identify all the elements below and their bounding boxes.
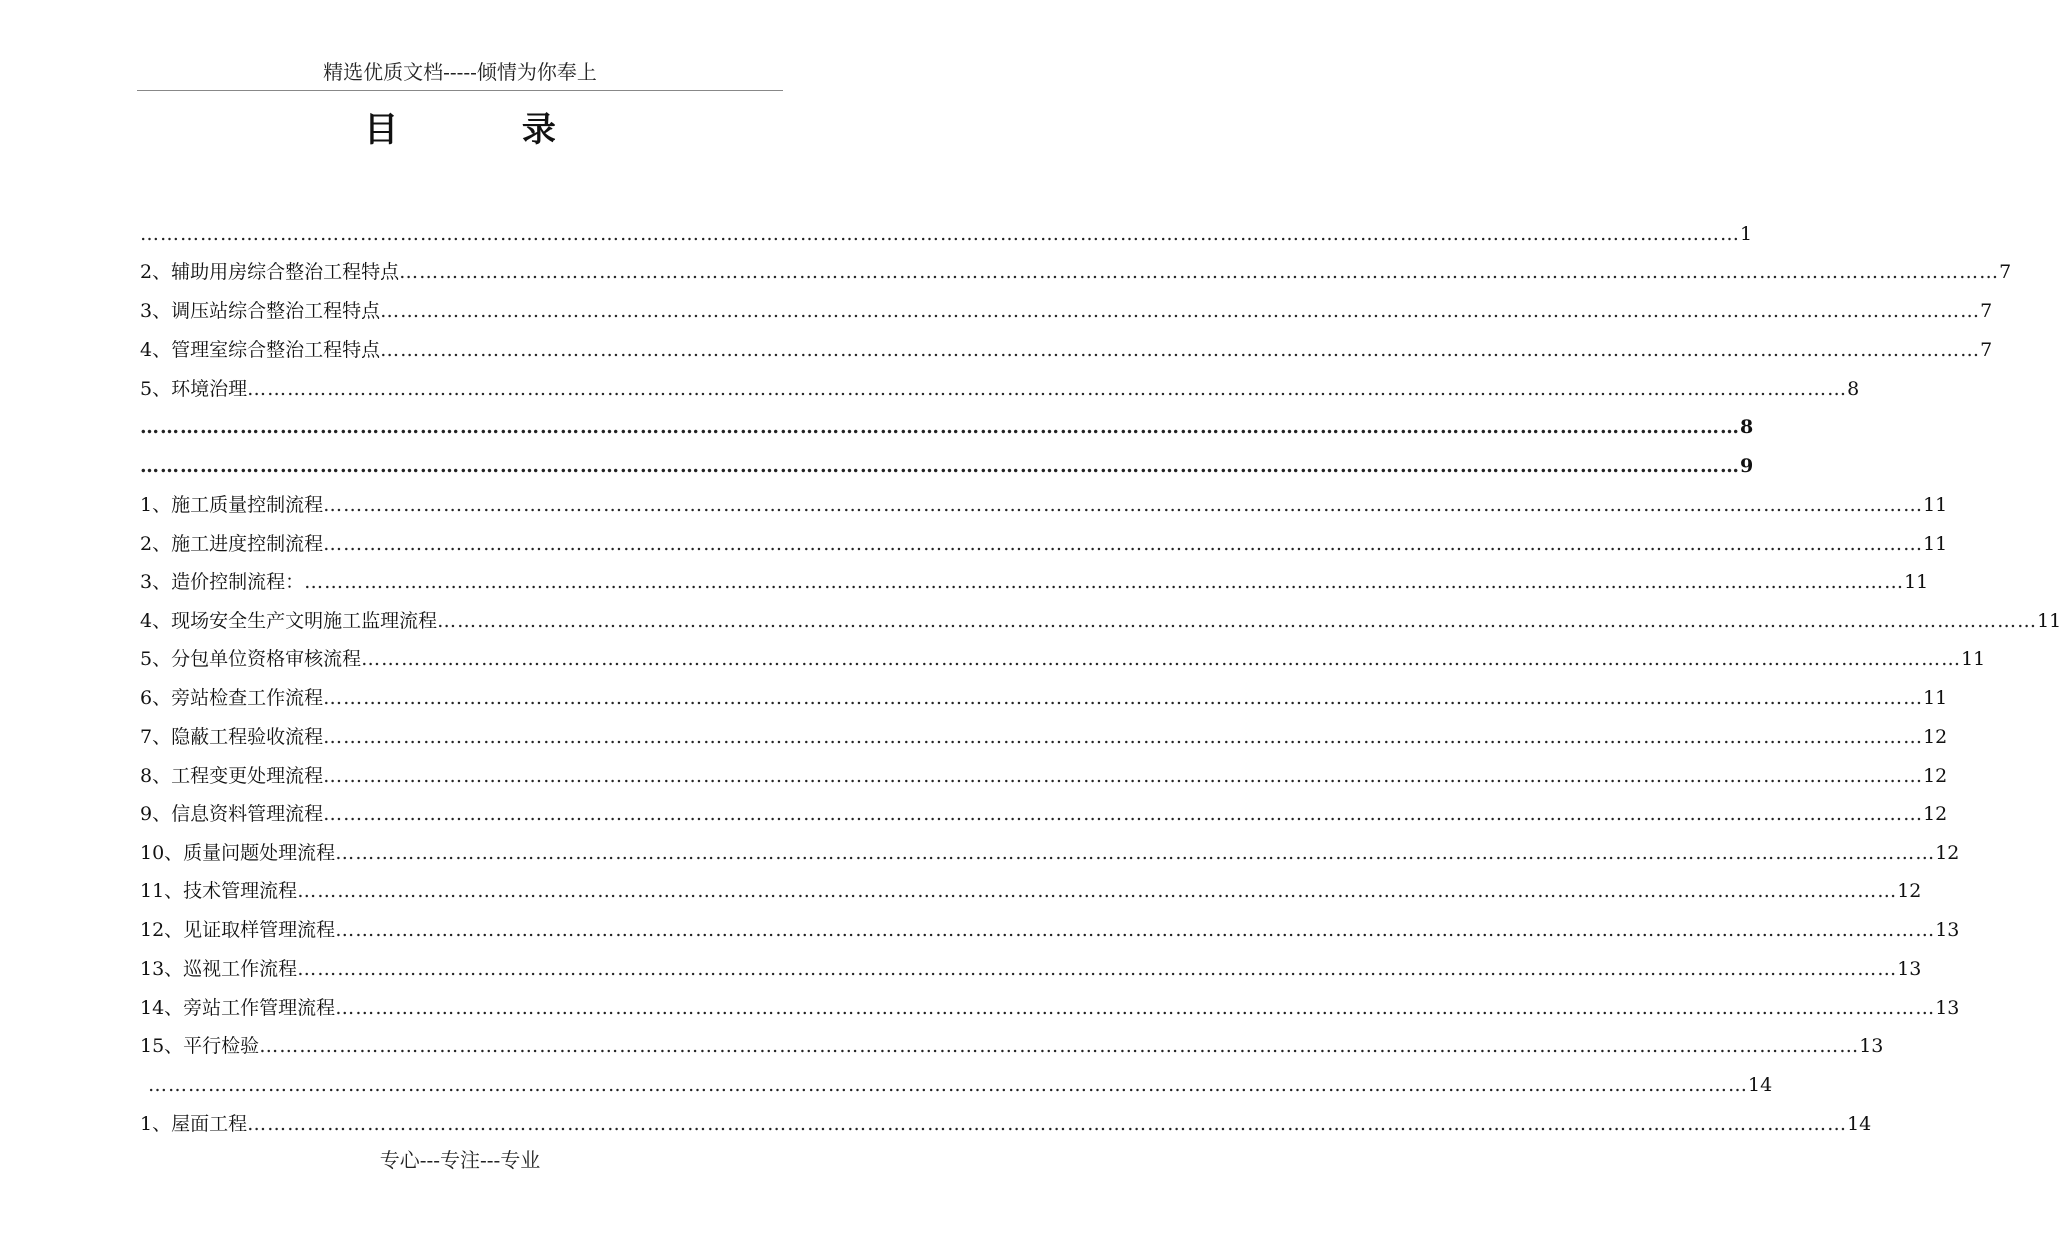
toc-entry[interactable] (140, 258, 2012, 286)
toc-entry[interactable] (140, 1110, 1872, 1138)
toc-leader: …………………………………………………………………………………………………………………………………………………………………………………………………………………… (323, 803, 1924, 825)
toc-page-number: 14 (1847, 1113, 1872, 1135)
toc-label: 3、造价控制流程： (140, 571, 305, 593)
toc-leader: …………………………………………………………………………………………………………………………………………………………………………………………………………………… (380, 339, 1981, 361)
toc-label: 9、信息资料管理流程 (140, 803, 324, 825)
toc-entry[interactable] (140, 568, 1929, 596)
toc-leader: …………………………………………………………………………………………………………………………………………………………………………………………………………………… (335, 842, 1936, 864)
toc-entry[interactable] (140, 994, 1960, 1022)
toc-leader: …………………………………………………………………………………………………………………………………………………………………………………………………………………… (323, 494, 1924, 516)
toc-label: 4、管理室综合整治工程特点 (140, 339, 381, 361)
toc-page-number: 12 (1935, 842, 1960, 864)
toc-label: 11、技术管理流程 (140, 880, 298, 902)
toc-leader: …………………………………………………………………………………………………………………………………………………………………………………………………………………… (323, 726, 1924, 748)
toc-leader: …………………………………………………………………………………………………………………………………………………………………………………………………………………… (140, 455, 1740, 477)
toc-page-number: 14 (1748, 1074, 1773, 1096)
toc-leader: …………………………………………………………………………………………………………………………………………………………………………………………………………………… (323, 765, 1924, 787)
toc-page-number: 8 (1847, 378, 1860, 400)
toc-page-number: 12 (1897, 880, 1922, 902)
toc-label: 13、巡视工作流程 (140, 958, 298, 980)
toc-leader: …………………………………………………………………………………………………………………………………………………………………………………………………………………… (304, 571, 1905, 593)
toc-page-number: 13 (1935, 919, 1960, 941)
toc-leader: …………………………………………………………………………………………………………………………………………………………………………………………………………………… (323, 533, 1924, 555)
toc-label: 8、工程变更处理流程 (140, 765, 324, 787)
toc-leader: …………………………………………………………………………………………………………………………………………………………………………………………………………………… (380, 300, 1981, 322)
toc-leader: …………………………………………………………………………………………………………………………………………………………………………………………………………………… (437, 610, 2038, 632)
toc-entry[interactable] (140, 916, 1960, 944)
toc-leader: …………………………………………………………………………………………………………………………………………………………………………………………………………………… (140, 223, 1740, 245)
toc-entry[interactable] (140, 336, 1993, 364)
toc-entry[interactable] (148, 1071, 1773, 1099)
toc-entry[interactable] (140, 955, 1922, 983)
toc-leader: …………………………………………………………………………………………………………………………………………………………………………………………………………………… (140, 416, 1740, 438)
page-title: 目 录 (364, 110, 612, 150)
toc-page-number: 12 (1923, 765, 1948, 787)
toc-label: 14、旁站工作管理流程 (140, 997, 336, 1019)
toc-entry[interactable] (140, 452, 1754, 480)
toc-label: 5、环境治理 (140, 378, 248, 400)
toc-page-number: 13 (1859, 1035, 1884, 1057)
toc-leader: …………………………………………………………………………………………………………………………………………………………………………………………………………………… (297, 880, 1898, 902)
toc-page-number: 11 (2037, 610, 2061, 632)
toc-label: 12、见证取样管理流程 (140, 919, 336, 941)
toc-entry[interactable] (140, 684, 1948, 712)
toc-label: 1、施工质量控制流程 (140, 494, 324, 516)
toc-label: 2、辅助用房综合整治工程特点 (140, 261, 400, 283)
toc-leader: …………………………………………………………………………………………………………………………………………………………………………………………………………………… (335, 919, 1936, 941)
toc-entry[interactable] (140, 877, 1922, 905)
toc-page-number: 7 (1980, 300, 1993, 322)
toc-entry[interactable] (140, 645, 1986, 673)
toc-entry[interactable] (140, 800, 1948, 828)
toc-entry[interactable] (140, 491, 1948, 519)
toc-page-number: 11 (1923, 494, 1948, 516)
toc-entry[interactable] (140, 762, 1948, 790)
toc-leader: …………………………………………………………………………………………………………………………………………………………………………………………………………………… (247, 378, 1848, 400)
toc-entry[interactable] (140, 375, 1860, 403)
toc-label: 10、质量问题处理流程 (140, 842, 336, 864)
toc-page-number: 7 (1999, 261, 2012, 283)
toc-leader: …………………………………………………………………………………………………………………………………………………………………………………………………………………… (335, 997, 1936, 1019)
toc-leader: …………………………………………………………………………………………………………………………………………………………………………………………………………………… (259, 1035, 1860, 1057)
toc-entry[interactable] (140, 839, 1960, 867)
toc-leader: …………………………………………………………………………………………………………………………………………………………………………………………………………………… (148, 1074, 1748, 1096)
toc-page-number: 7 (1980, 339, 1993, 361)
toc-label: 5、分包单位资格审核流程 (140, 648, 362, 670)
page-header: 精选优质文档-----倾情为你奉上 (323, 60, 597, 84)
toc-entry[interactable] (140, 413, 1754, 441)
toc-page-number: 8 (1740, 416, 1754, 438)
toc-label: 3、调压站综合整治工程特点 (140, 300, 381, 322)
toc-page-number: 12 (1923, 726, 1948, 748)
toc-leader: …………………………………………………………………………………………………………………………………………………………………………………………………………………… (399, 261, 2000, 283)
toc-entry[interactable] (140, 530, 1948, 558)
toc-label: 6、旁站检查工作流程 (140, 687, 324, 709)
toc-leader: …………………………………………………………………………………………………………………………………………………………………………………………………………………… (323, 687, 1924, 709)
toc-label: 4、现场安全生产文明施工监理流程 (140, 610, 438, 632)
toc-label: 15、平行检验 (140, 1035, 260, 1057)
toc-page-number: 9 (1740, 455, 1754, 477)
toc-page-number: 11 (1923, 687, 1948, 709)
toc-page-number: 13 (1897, 958, 1922, 980)
toc-leader: …………………………………………………………………………………………………………………………………………………………………………………………………………………… (361, 648, 1962, 670)
page-footer: 专心---专注---专业 (379, 1148, 541, 1172)
toc-label: 1、屋面工程 (140, 1113, 248, 1135)
toc-page-number: 13 (1935, 997, 1960, 1019)
toc-page-number: 11 (1961, 648, 1986, 670)
toc-leader: …………………………………………………………………………………………………………………………………………………………………………………………………………………… (247, 1113, 1848, 1135)
toc-entry[interactable] (140, 1032, 1884, 1060)
toc-page-number: 11 (1923, 533, 1948, 555)
toc-label: 2、施工进度控制流程 (140, 533, 324, 555)
toc-page-number: 1 (1740, 223, 1753, 245)
toc-leader: …………………………………………………………………………………………………………………………………………………………………………………………………………………… (297, 958, 1898, 980)
header-divider (137, 90, 783, 91)
toc-label: 7、隐蔽工程验收流程 (140, 726, 324, 748)
toc-entry[interactable] (140, 220, 1753, 248)
toc-page-number: 11 (1904, 571, 1929, 593)
toc-entry[interactable] (140, 297, 1993, 325)
toc-entry[interactable] (140, 607, 2061, 635)
toc-entry[interactable] (140, 723, 1948, 751)
toc-page-number: 12 (1923, 803, 1948, 825)
